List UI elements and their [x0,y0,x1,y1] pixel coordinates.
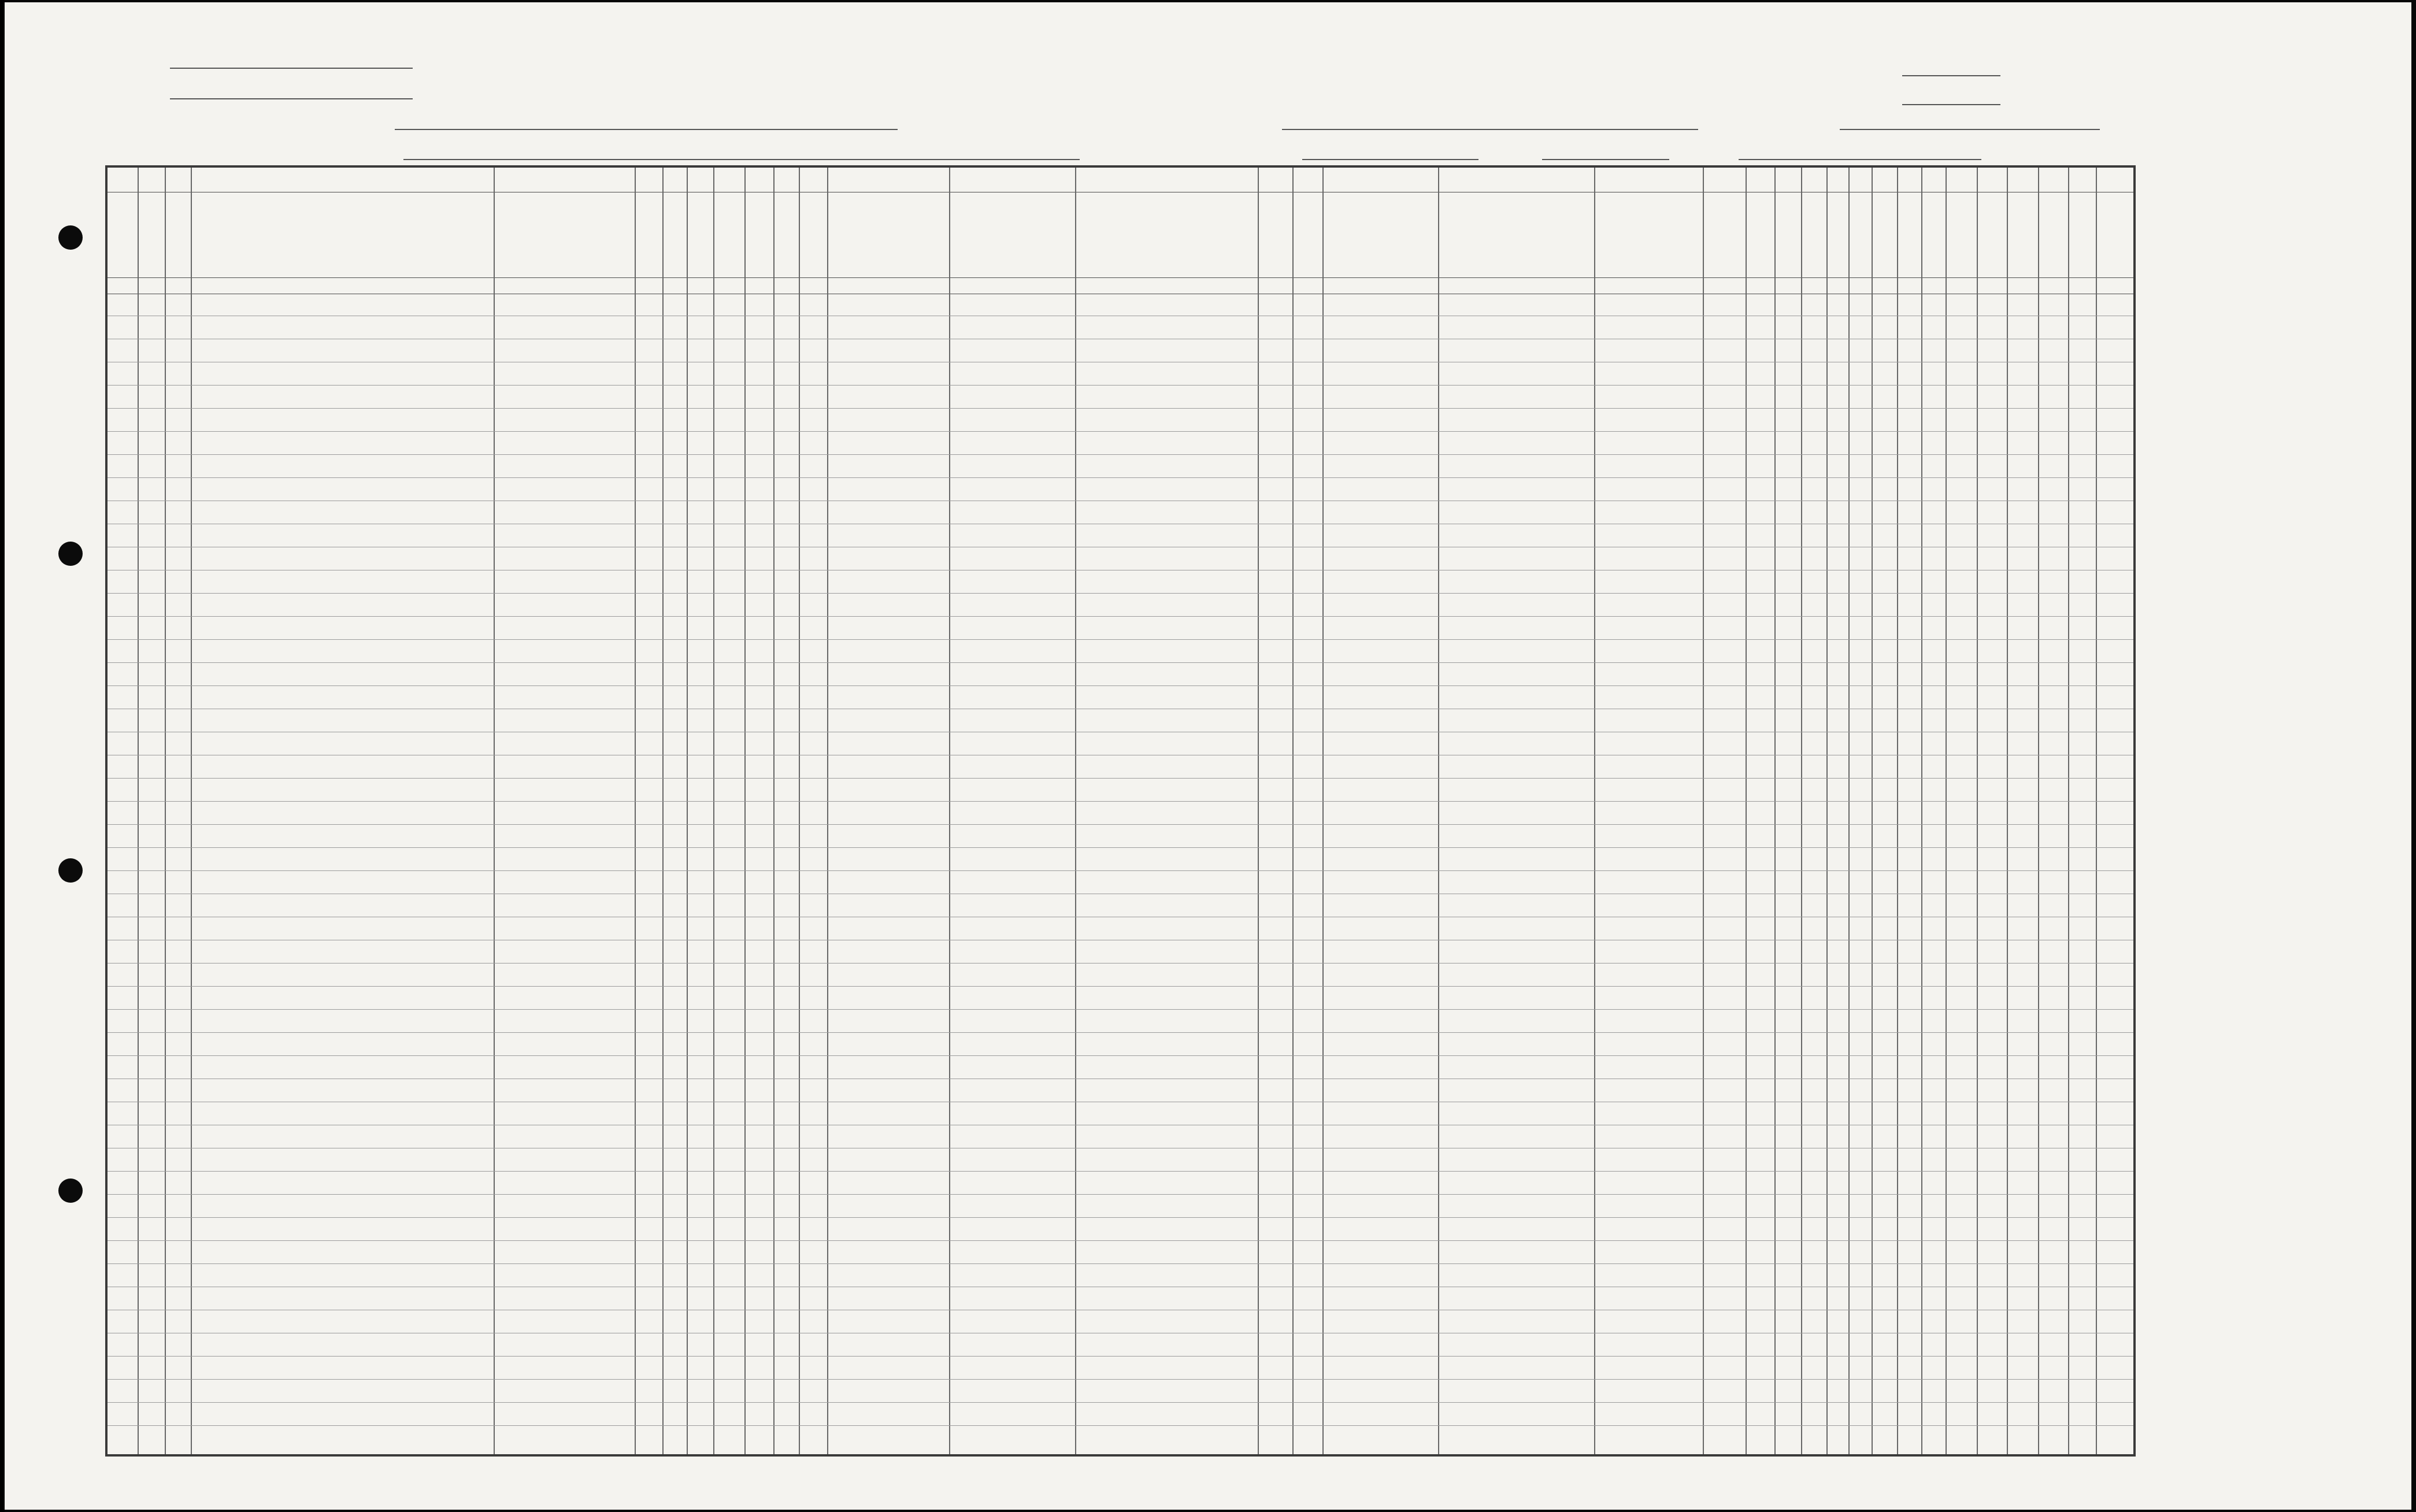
entry-line [108,1240,2133,1241]
column-line [1897,168,1898,1454]
entry-line [108,639,2133,640]
column-line [713,168,714,1454]
column-line [799,168,800,1454]
column-line [827,168,828,1454]
entry-line [108,616,2133,617]
entry-line [108,824,2133,825]
entry-line [108,1402,2133,1403]
column-line [1292,168,1294,1454]
left-black-border [0,0,5,1512]
column-line [1322,168,1324,1454]
entry-line [108,1009,2133,1010]
column-line [1746,168,1747,1454]
column-line [1801,168,1802,1454]
day-underline [1302,159,1478,160]
table-header-line [108,277,2133,278]
column-line [1977,168,1978,1454]
column-line [494,168,495,1454]
punch-hole [58,542,83,566]
supervisor-underline [1902,75,2000,76]
census-sheet [5,2,2411,1510]
census-table [105,165,2136,1457]
ward-underline [1840,129,2100,130]
column-line [773,168,775,1454]
column-line [191,168,192,1454]
enumerator-underline [1739,159,1981,160]
entry-line [108,454,2133,455]
column-line [1921,168,1922,1454]
column-line [744,168,746,1454]
entry-line [108,801,2133,802]
month-underline [1542,159,1669,160]
column-line [1774,168,1776,1454]
column-line [1075,168,1076,1454]
column-line [2068,168,2069,1454]
entry-line [108,1171,2133,1172]
entry-line [108,385,2133,386]
column-line [949,168,950,1454]
column-line [165,168,166,1454]
column-line [1946,168,1947,1454]
entry-line [108,870,2133,871]
entry-line [108,408,2133,409]
entry-line [108,1217,2133,1218]
column-line [2007,168,2008,1454]
column-line [1872,168,1873,1454]
punch-hole [58,1179,83,1203]
punch-hole [58,225,83,250]
incorporated-underline [1282,129,1698,130]
entry-line [108,986,2133,987]
column-line [1826,168,1828,1454]
entry-line [108,1356,2133,1357]
entry-line [108,477,2133,478]
column-line [1438,168,1439,1454]
column-line [662,168,664,1454]
column-line [138,168,139,1454]
entry-line [108,1425,2133,1426]
entry-line [108,662,2133,663]
enumeration-underline [1902,104,2000,105]
column-line [1848,168,1850,1454]
entry-line [108,431,2133,432]
entry-line [108,1032,2133,1033]
entry-line [108,1379,2133,1380]
column-line [1703,168,1704,1454]
column-line [635,168,636,1454]
entry-line [108,1055,2133,1056]
column-line [687,168,688,1454]
entry-line [108,1263,2133,1264]
column-line [1258,168,1259,1454]
entry-line [108,685,2133,686]
column-line [2096,168,2097,1454]
entry-line [108,778,2133,779]
entry-line [108,1194,2133,1195]
county-underline [170,98,413,99]
entry-line [108,593,2133,594]
column-line [2038,168,2039,1454]
punch-hole [58,858,83,883]
township-underline [395,129,898,130]
column-line [1594,168,1595,1454]
entry-line [108,847,2133,848]
state-underline [170,68,413,69]
institution-underline [403,159,1080,160]
